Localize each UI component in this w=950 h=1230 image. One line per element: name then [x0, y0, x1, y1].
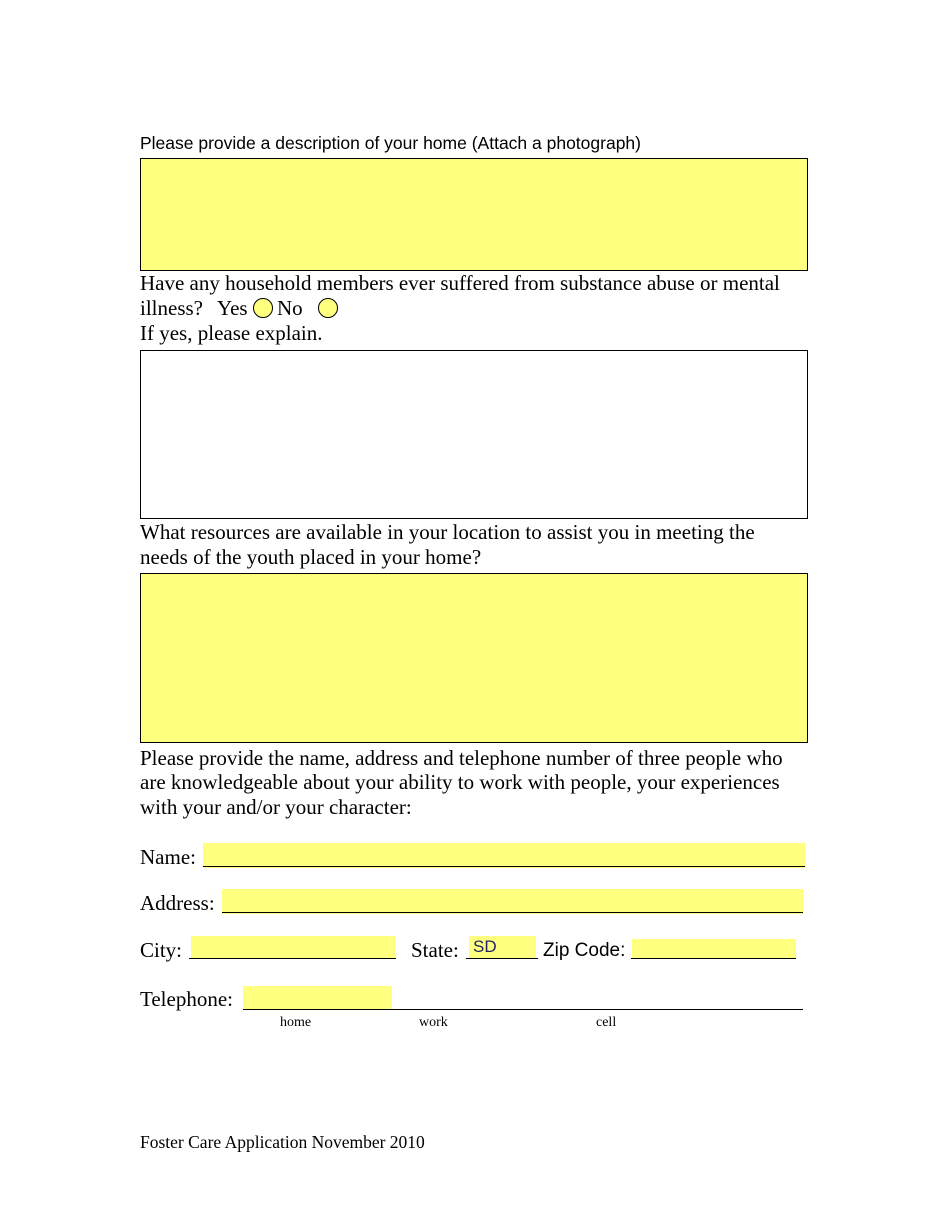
name-underline	[203, 866, 805, 867]
substance-question-line2: illness?	[140, 296, 203, 320]
name-label: Name:	[140, 845, 196, 869]
name-input[interactable]	[203, 843, 805, 868]
zip-underline	[631, 958, 796, 959]
address-label: Address:	[140, 891, 215, 915]
references-instructions-line2: are knowledgeable about your ability to work with people, your experiences	[140, 770, 780, 794]
home-description-label: Please provide a description of your home (Attach a photograph)	[140, 133, 641, 153]
phone-home-caption: home	[280, 1015, 312, 1030]
substance-question-line1: Have any household members ever suffered from substance abuse or mental	[140, 271, 780, 295]
phone-work-caption: work	[419, 1015, 448, 1030]
telephone-label: Telephone:	[140, 987, 233, 1011]
yes-label: Yes	[217, 296, 248, 320]
state-underline	[466, 958, 538, 959]
references-instructions-line1: Please provide the name, address and telephone number of three people who	[140, 746, 783, 770]
telephone-home-input[interactable]	[243, 986, 392, 1010]
address-underline	[222, 912, 803, 913]
home-description-textarea[interactable]	[140, 158, 808, 271]
city-underline	[189, 958, 396, 959]
resources-textarea[interactable]	[140, 573, 808, 743]
city-label: City:	[140, 938, 183, 962]
yes-radio[interactable]	[253, 298, 273, 318]
zip-input[interactable]	[632, 939, 796, 959]
state-label: State:	[411, 938, 459, 962]
explain-label: If yes, please explain.	[140, 321, 323, 345]
address-input[interactable]	[222, 889, 803, 914]
phone-cell-caption: cell	[596, 1015, 617, 1030]
no-label: No	[277, 296, 303, 320]
no-radio[interactable]	[318, 298, 338, 318]
references-instructions-line3: with your and/or your character:	[140, 795, 412, 819]
city-input[interactable]	[191, 936, 395, 959]
resources-question-line2: needs of the youth placed in your home?	[140, 545, 482, 569]
footer-text: Foster Care Application November 2010	[140, 1132, 425, 1152]
resources-question-line1: What resources are available in your location to assist you in meeting the	[140, 520, 755, 544]
explain-textarea[interactable]	[140, 350, 808, 519]
zip-label: Zip Code:	[543, 940, 626, 961]
state-value: SD	[473, 937, 497, 956]
telephone-underline	[243, 1009, 803, 1010]
